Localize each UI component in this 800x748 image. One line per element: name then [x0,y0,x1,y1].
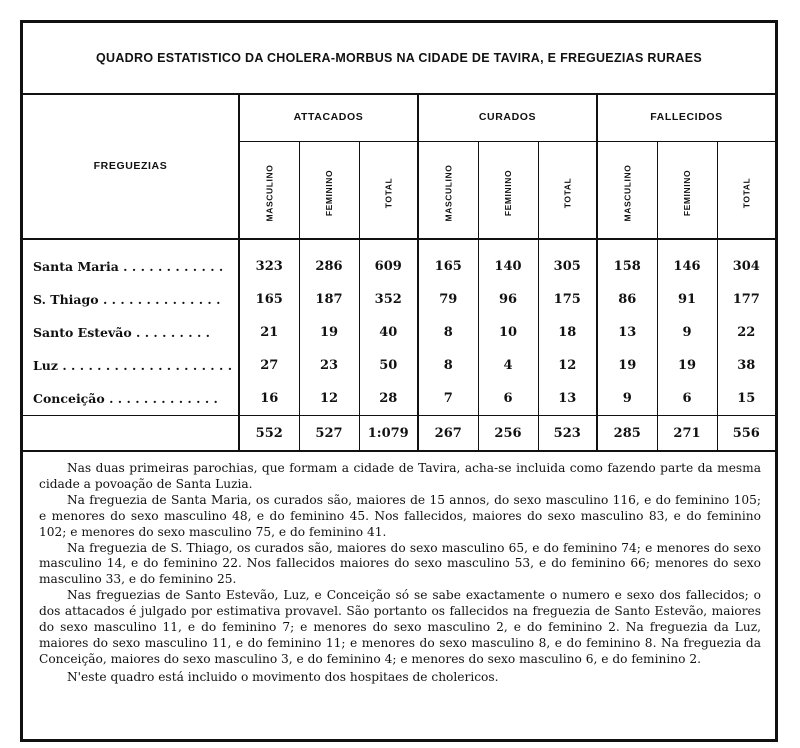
value-cell: 16 [239,382,299,416]
value-cell: 13 [597,316,657,349]
totals-label-cell [23,416,239,452]
value-cell: 40 [359,316,418,349]
value-cell: 96 [478,283,538,316]
table-row [23,316,775,349]
note-paragraph: Na freguezia de Santa Maria, os curados são, maiores de 15 annos, do sexo masculino 116, e do feminino 105; e menores do sexo masculino 48, e do feminino 45. Nos fallecidos, maiores do sexo masculino 83, e do feminino 102; e menores do sexo masculino 75, e do feminino 41. [39,492,761,539]
cholera-statistics-table [23,93,775,452]
value-cell: 19 [597,349,657,382]
freguezia-name: Luz . . . . . . . . . . . . . . . . . . . . [23,349,239,382]
value-cell: 50 [359,349,418,382]
value-cell: 4 [478,349,538,382]
notes-section [39,461,761,686]
value-cell: 158 [597,239,657,283]
table-row [23,382,775,416]
value-cell: 19 [657,349,717,382]
subheader-total: TOTAL [741,177,752,208]
subheader-total: TOTAL [562,177,573,208]
value-cell: 304 [732,259,760,274]
group-header-fallecidos: FALLECIDOS [597,93,775,142]
value-cell: 8 [418,349,478,382]
value-cell: 140 [478,239,538,283]
value-cell: 323 [239,239,299,283]
total-cell: 256 [478,416,538,452]
value-cell: 6 [657,382,717,416]
group-header-curados: CURADOS [418,93,597,142]
subheader-feminino: FEMININO [681,169,692,216]
freguezia-name: Conceição . . . . . . . . . . . . . [23,382,239,416]
table-title: QUADRO ESTATISTICO DA CHOLERA-MORBUS NA CIDADE DE TAVIRA, E FREGUEZIAS RURAES [23,23,775,95]
subheader-masculino: MASCULINO [443,164,454,221]
freguezias-header: FREGUEZIAS [23,93,239,239]
total-cell: 552 [239,416,299,452]
statistics-frame [20,20,778,742]
value-cell: 12 [299,382,359,416]
value-cell: 286 [299,239,359,283]
value-cell: 19 [299,316,359,349]
note-paragraph: Na freguezia de S. Thiago, os curados são, maiores do sexo masculino 65, e do feminino 74; e menores do sexo masculino 14, e do feminino 22. Nos fallecidos maiores do sexo masculino 53, e do feminino 66; menores do sexo masculino 33, e do feminino 25. [39,540,761,587]
value-cell: 91 [657,283,717,316]
value-cell: 21 [239,316,299,349]
value-cell: 18 [538,316,597,349]
total-cell: 271 [657,416,717,452]
value-cell: 28 [359,382,418,416]
value-cell: 12 [538,349,597,382]
value-cell: 8 [418,316,478,349]
note-paragraph: Nas duas primeiras parochias, que formam a cidade de Tavira, acha-se incluida como fazendo parte da mesma cidade a povoação de Santa Luzia. [39,461,761,491]
total-cell: 523 [538,416,597,452]
value-cell: 6 [478,382,538,416]
freguezia-name: Santo Estevão . . . . . . . . . [23,316,239,349]
value-cell: 86 [597,283,657,316]
value-cell: 187 [299,283,359,316]
freguezia-name: S. Thiago . . . . . . . . . . . . . . [23,283,239,316]
table-row [23,239,775,283]
value-cell: 7 [418,382,478,416]
value-cell: 38 [737,358,756,373]
totals-row [23,416,775,452]
table-row [23,283,775,316]
note-paragraph: Nas freguezias de Santo Estevão, Luz, e Conceição só se sabe exactamente o numero e sexo dos fallecidos; o dos attacados é julgado por estimativa provavel. São portanto os fallecidos na freguezia de Santo Estevão, maiores do sexo masculino 11, e do feminino 7; e menores do sexo masculino 2, e do feminino 2. Na freguezia da Luz, maiores do sexo masculino 11, e do feminino 11; e menores do sexo masculino 8, e do feminino 8. Na freguezia da Conceição, maiores do sexo masculino 3, e do feminino 4; e menores do sexo masculino 6, e do feminino 2. [39,588,761,666]
value-cell: 23 [299,349,359,382]
total-cell: 556 [717,416,775,452]
total-cell: 285 [597,416,657,452]
value-cell: 175 [538,283,597,316]
value-cell: 15 [737,391,756,406]
value-cell: 9 [657,316,717,349]
value-cell: 10 [478,316,538,349]
subheader-feminino: FEMININO [323,169,334,216]
value-cell: 165 [418,239,478,283]
value-cell: 27 [239,349,299,382]
subheader-masculino: MASCULINO [622,164,633,221]
table-row [23,349,775,382]
value-cell: 13 [538,382,597,416]
subheader-feminino: FEMININO [502,169,513,216]
value-cell: 609 [359,239,418,283]
total-cell: 527 [299,416,359,452]
note-paragraph: N'este quadro está incluido o movimento dos hospitaes de cholericos. [67,669,499,684]
total-cell: 267 [418,416,478,452]
value-cell: 146 [657,239,717,283]
value-cell: 177 [732,292,760,307]
value-cell: 165 [239,283,299,316]
total-cell: 1:079 [359,416,418,452]
value-cell: 9 [597,382,657,416]
subheader-total: TOTAL [383,177,394,208]
freguezia-name: Santa Maria . . . . . . . . . . . . [23,239,239,283]
value-cell: 305 [538,239,597,283]
group-header-attacados: ATTACADOS [239,93,418,142]
subheader-masculino: MASCULINO [264,164,275,221]
value-cell: 22 [737,325,756,340]
value-cell: 352 [359,283,418,316]
value-cell: 79 [418,283,478,316]
